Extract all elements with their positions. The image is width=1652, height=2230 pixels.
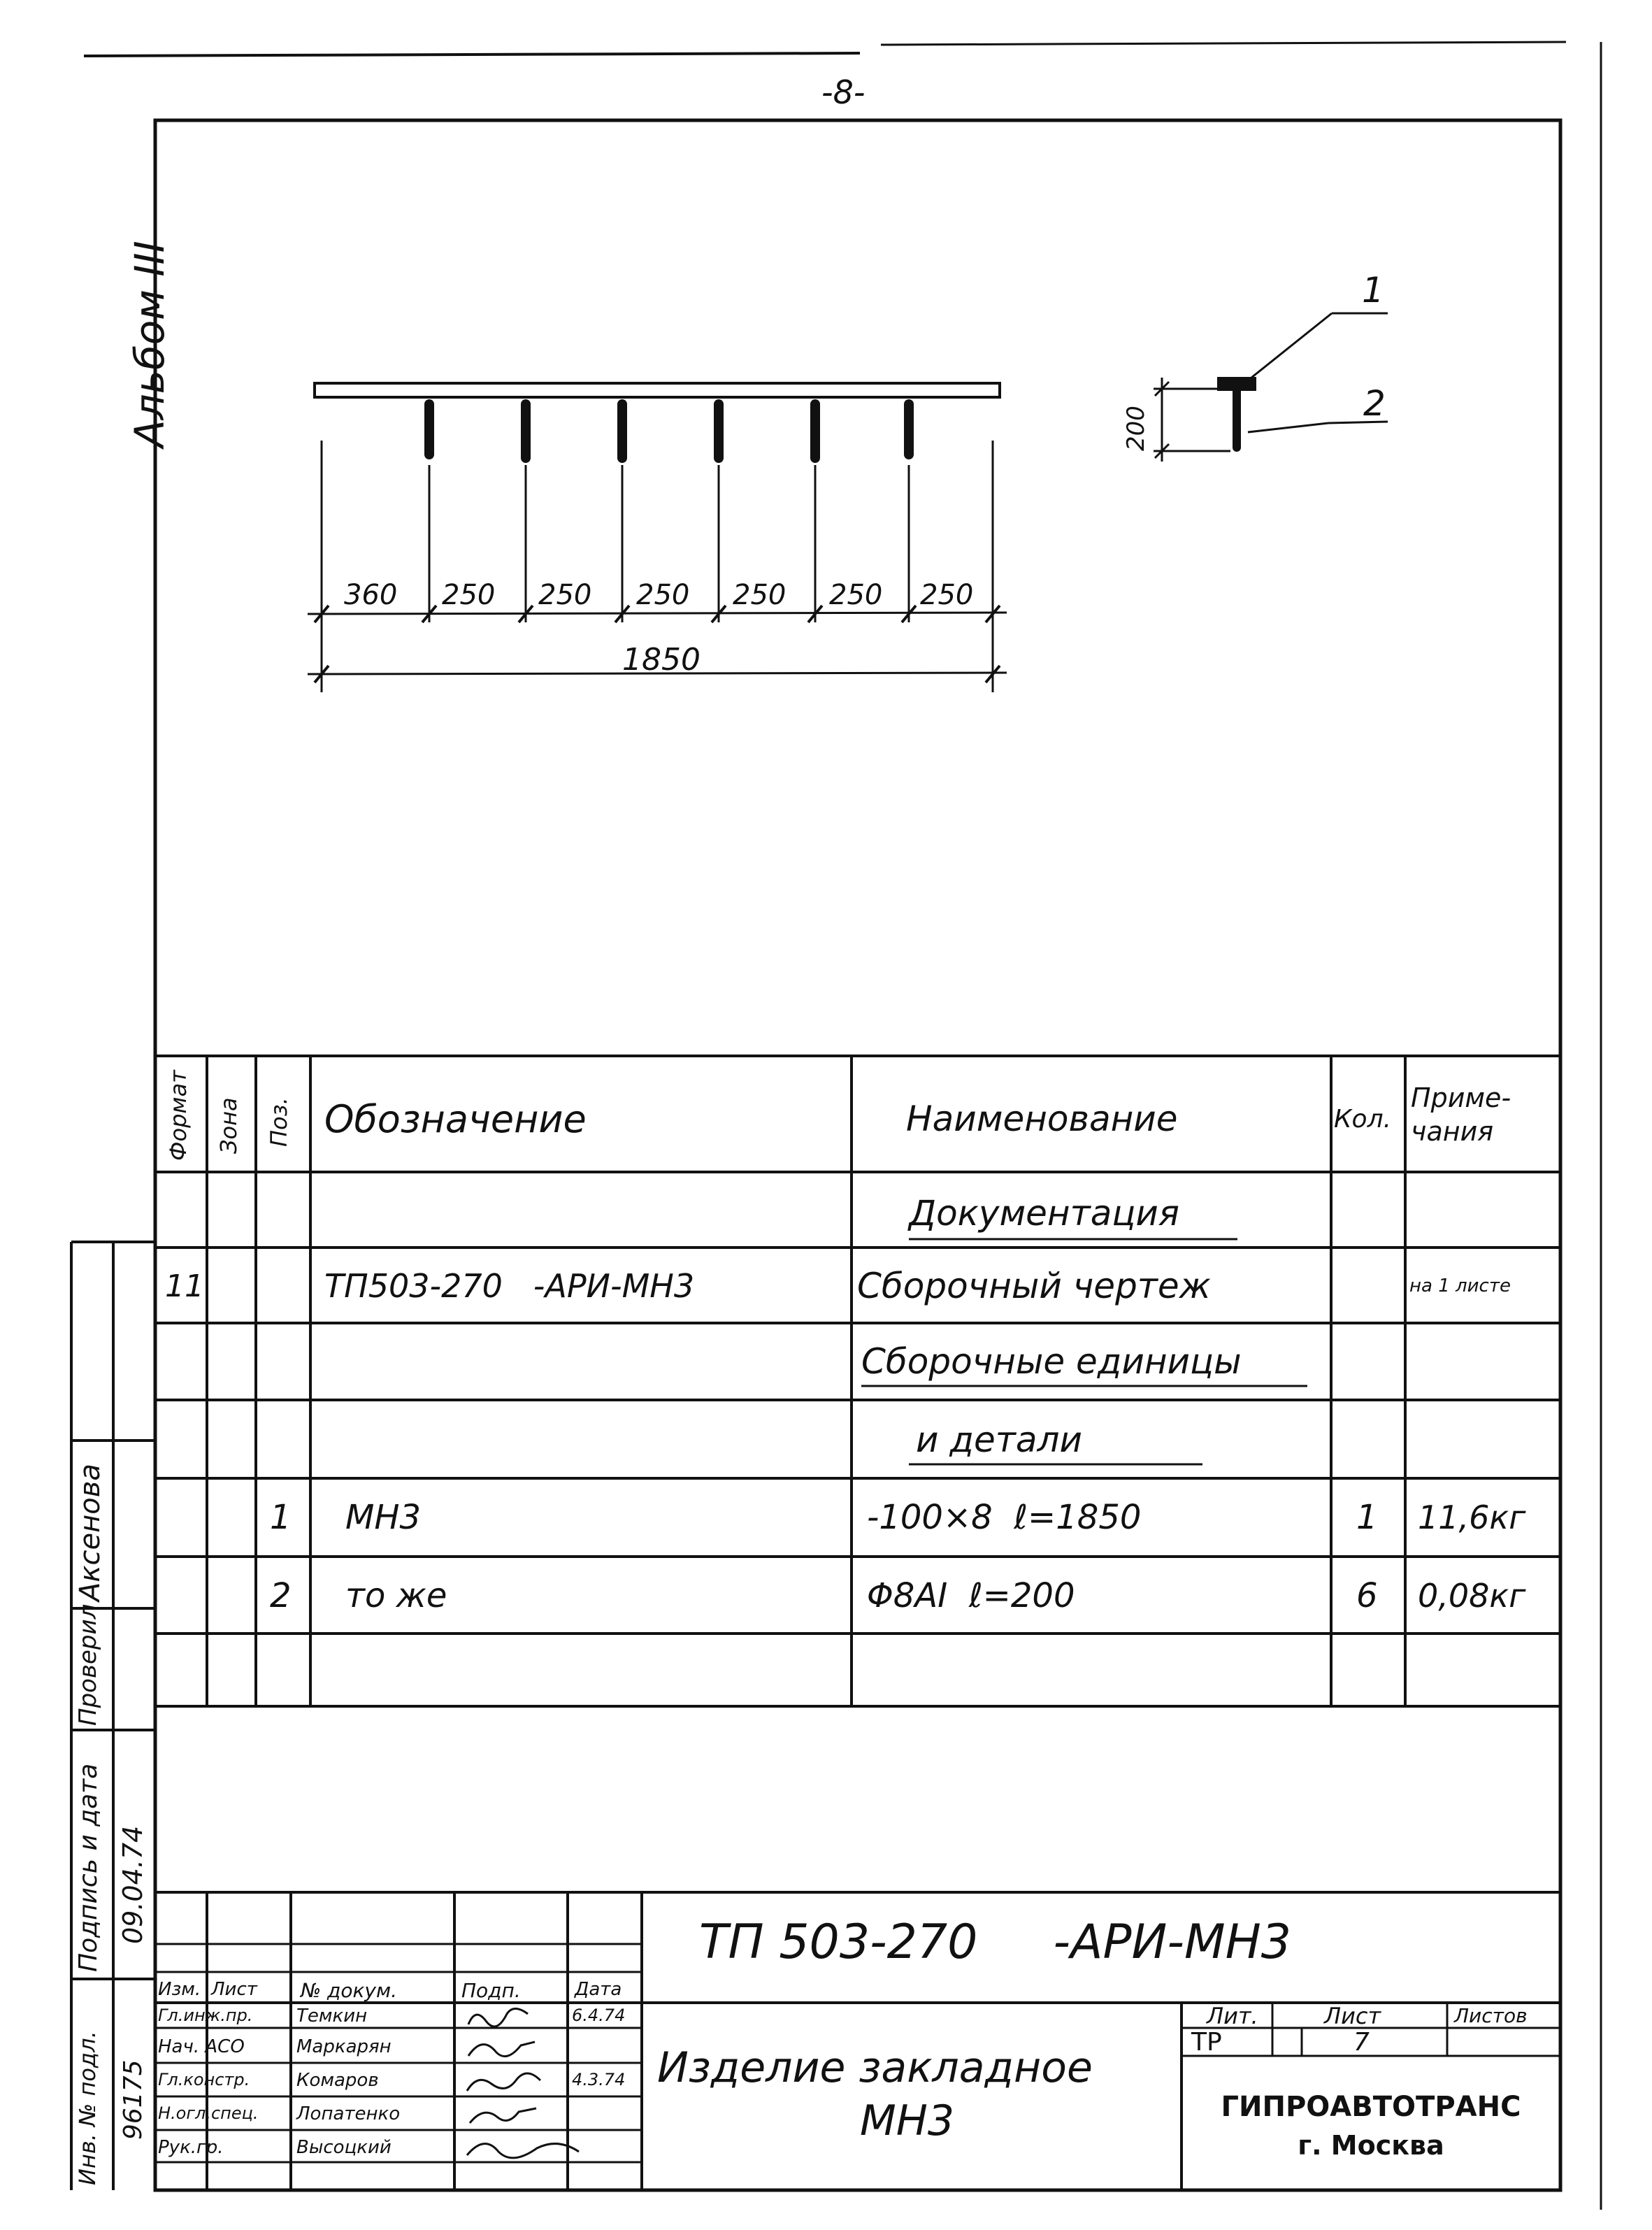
spec-row-6-qty: 6 — [1356, 1576, 1378, 1615]
title-lit-label: Лит. — [1207, 2003, 1258, 2029]
title-city: г. Москва — [1298, 2130, 1444, 2161]
title-name-5: Высоцкий — [296, 2137, 392, 2158]
spacing-dim-3: 250 — [538, 579, 592, 611]
title-header-sign: Подп. — [461, 1979, 521, 2002]
spec-row-3-name: Сборочные единицы — [861, 1341, 1242, 1382]
spec-header-format: Формат — [165, 1070, 192, 1161]
title-role-4: Н.огл.спец. — [158, 2103, 259, 2123]
spec-row-2-designation: ТП503-270 -АРИ-МН3 — [324, 1267, 695, 1305]
spec-header-designation: Обозначение — [324, 1096, 587, 1141]
title-item-code: МН3 — [860, 2096, 955, 2145]
title-sheet-label: Лист — [1324, 2003, 1381, 2029]
spec-row-5-qty: 1 — [1356, 1498, 1378, 1537]
spec-row-6-designation: то же — [345, 1576, 447, 1615]
spacing-dim-2: 250 — [442, 579, 496, 611]
spacing-dim-1: 360 — [344, 579, 398, 611]
left-strip-signature-label: Подпись и дата — [74, 1763, 103, 1972]
title-name-3: Комаров — [296, 2070, 379, 2091]
spec-row-5-designation: МН3 — [345, 1498, 422, 1537]
left-strip-inv-label: Инв. № подл. — [74, 2031, 101, 2185]
left-strip-proveril: Проверил — [74, 1603, 102, 1726]
title-item-name: Изделие закладное — [657, 2043, 1093, 2092]
spec-header-note: Приме-чания — [1411, 1082, 1511, 1147]
spec-row-6-note: 0,08кг — [1418, 1577, 1526, 1615]
title-sheet-value: 7 — [1353, 2028, 1370, 2057]
spacing-dim-7: 250 — [920, 579, 974, 611]
title-role-3: Гл.констр. — [158, 2070, 250, 2089]
title-name-4: Лопатенко — [296, 2103, 401, 2124]
title-role-2: Нач. АСО — [158, 2036, 245, 2057]
spec-header-pos: Поз. — [266, 1097, 292, 1147]
title-doc-code: ТП 503-270 -АРИ-МН3 — [699, 1915, 1292, 1970]
title-date-1: 6.4.74 — [572, 2006, 626, 2025]
section-height-dim: 200 — [1122, 406, 1150, 451]
total-length-dim: 1850 — [622, 642, 701, 678]
spec-row-1-name: Документация — [909, 1193, 1179, 1234]
title-sheets-label: Листов — [1454, 2004, 1528, 2027]
spacing-dim-6: 250 — [829, 579, 883, 611]
title-role-5: Рук.гр. — [158, 2137, 224, 2158]
title-header-list: Лист — [211, 1979, 257, 2000]
album-label: Альбом III — [126, 241, 173, 448]
spec-row-5-note: 11,6кг — [1418, 1499, 1526, 1536]
spec-row-5-pos: 1 — [270, 1498, 292, 1537]
spacing-dim-5: 250 — [733, 579, 787, 611]
title-lit-value: ТР — [1191, 2028, 1222, 2057]
spec-header-qty: Кол. — [1334, 1104, 1392, 1134]
page-number: -8- — [821, 73, 865, 111]
spec-header-name: Наименование — [906, 1099, 1178, 1139]
title-name-1: Темкин — [296, 2006, 368, 2027]
spec-row-2-name: Сборочный чертеж — [857, 1266, 1211, 1306]
spec-row-4-name: и детали — [916, 1420, 1082, 1460]
title-header-doc: № докум. — [301, 1979, 398, 2002]
spec-row-6-name: Φ8АI ℓ=200 — [867, 1576, 1075, 1615]
title-header-date: Дата — [575, 1979, 622, 2000]
callout-2: 2 — [1363, 383, 1386, 424]
spec-header-zone: Зона — [215, 1097, 242, 1154]
title-header-izm: Изм. — [158, 1979, 201, 2000]
left-strip-signature-date: 09.04.74 — [117, 1825, 148, 1944]
title-role-1: Гл.инж.пр. — [158, 2006, 253, 2025]
spec-row-2-note: на 1 листе — [1409, 1275, 1511, 1296]
spec-row-2-format: 11 — [165, 1268, 204, 1304]
title-org: ГИПРОАВТОТРАНС — [1221, 2091, 1521, 2123]
callout-1: 1 — [1362, 270, 1384, 310]
left-strip-inv-number: 96175 — [119, 2059, 148, 2140]
left-strip-aksenova: Аксенова — [74, 1464, 106, 1601]
title-name-2: Маркарян — [296, 2036, 392, 2057]
spec-row-5-name: -100×8 ℓ=1850 — [867, 1498, 1142, 1537]
spacing-dim-4: 250 — [636, 579, 690, 611]
spec-row-6-pos: 2 — [270, 1576, 292, 1615]
title-date-3: 4.3.74 — [572, 2070, 626, 2089]
